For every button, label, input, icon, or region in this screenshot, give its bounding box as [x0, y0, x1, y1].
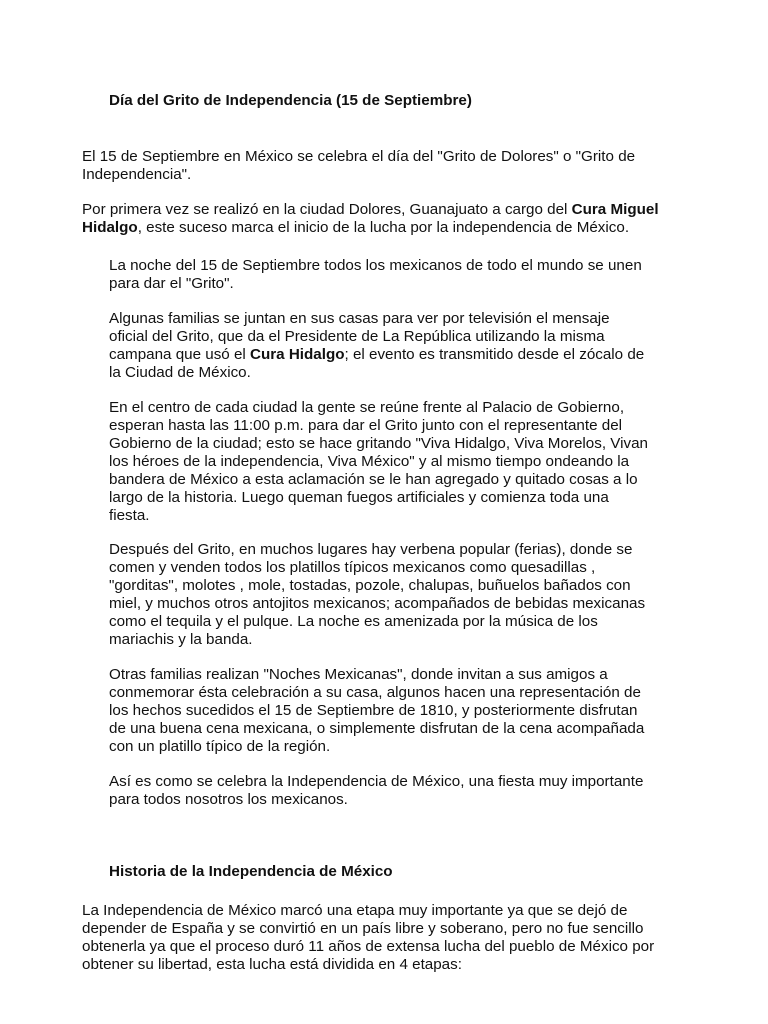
paragraph-mexican-nights: Otras familias realizan "Noches Mexicanas", donde invitan a sus amigos a conmemorar ésta celebración a su casa, algunos hacen una representación de los hechos sucedidos el 15 de Septiembre de 1810, y posteriormente disfrutan de una buena cena mexicana, o simplemente disfrutan de la cena acompañada con un platillo típico de la región.: [109, 666, 645, 755]
bold-name: Cura Miguel Hidalgo: [82, 201, 659, 236]
page-title: Día del Grito de Independencia (15 de Septiembre): [109, 92, 472, 109]
paragraph-origin: [82, 201, 682, 237]
text-span: Algunas familias se juntan en sus casas para ver por televisión el mensaje oficial del Grito, que da el Presidente de La República utilizando la misma campana que usó el: [109, 310, 610, 363]
section-title: Historia de la Independencia de México: [109, 863, 393, 880]
text-span: , este suceso marca el inicio de la lucha por la independencia de México.: [137, 219, 630, 236]
text-span: ; el evento es transmitido desde el zócalo de la Ciudad de México.: [109, 346, 645, 381]
paragraph-history: La Independencia de México marcó una etapa muy importante ya que se dejó de depender de España y se convirtió en un país libre y soberano, pero no fue sencillo obtenerla ya que el proceso duró 11 años de extensa lucha del pueblo de México por obtener su libertad, esta lucha está dividida en 4 etapas:: [82, 902, 655, 973]
paragraph-night: La noche del 15 de Septiembre todos los mexicanos de todo el mundo se unen para dar el "Grito".: [109, 257, 642, 292]
bold-name: Cura Hidalgo: [250, 346, 345, 363]
paragraph-city-center: En el centro de cada ciudad la gente se reúne frente al Palacio de Gobierno, esperan hasta las 11:00 p.m. para dar el Grito junto con el representante del Gobierno de la ciudad; esto se hace gritando "Viva Hidalgo, Viva Morelos, Vivan los héroes de la independencia, Viva México" y al mismo tiempo ondeando la bandera de México a esta aclamación se le han agregado y quitado cosas a lo largo de la historia. Luego queman fuegos artificiales y comienza toda una fiesta.: [109, 399, 648, 524]
paragraph-conclusion: Así es como se celebra la Independencia de México, una fiesta muy importante para todos nosotros los mexicanos.: [109, 773, 644, 808]
text-span: Por primera vez se realizó en la ciudad Dolores, Guanajuato a cargo del: [82, 201, 572, 218]
paragraph-intro: El 15 de Septiembre en México se celebra el día del "Grito de Dolores" o "Grito de Independencia".: [82, 148, 636, 183]
paragraph-after-grito: Después del Grito, en muchos lugares hay verbena popular (ferias), donde se comen y venden todos los platillos típicos mexicanos como quesadillas , "gorditas", molotes , mole, tostadas, pozole, chalupas, buñuelos bañados con miel, y muchos otros antojitos mexicanos; acompañados de bebidas mexicanas como el tequila y el pulque. La noche es amenizada por la música de los mariachis y la banda.: [109, 541, 646, 648]
paragraph-families: [109, 310, 649, 382]
